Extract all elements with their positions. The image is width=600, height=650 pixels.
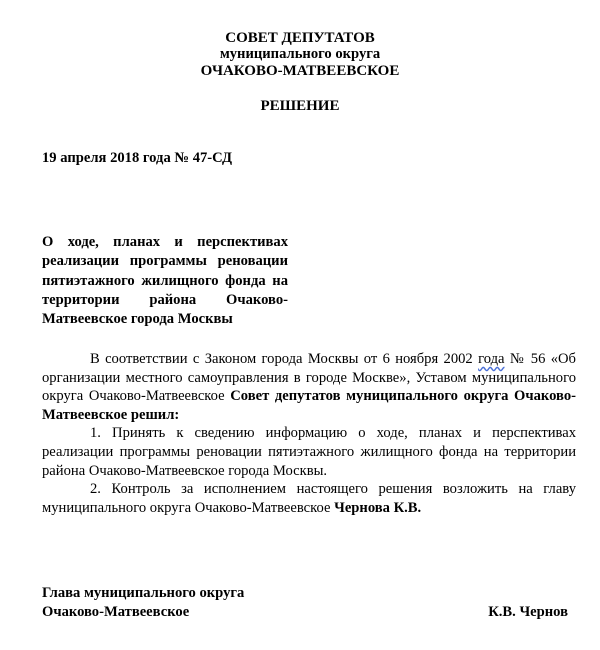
preamble-year-word: года	[478, 351, 505, 367]
document-type-title: РЕШЕНИЕ	[260, 98, 340, 114]
decision-item-2-text: 2. Контроль за исполнением настоящего решения возложить на главу муниципального округа Очаково-Матвеевское	[42, 481, 576, 516]
signature-title-line1: Глава муниципального округа	[42, 585, 245, 601]
preamble-resolution: Совет депутатов муниципального округа Очаково-Матвеевское решил:	[42, 388, 576, 423]
preamble-text-a: В соответствии с Законом города Москвы от 6 ноября 2002	[90, 351, 479, 367]
council-title: СОВЕТ ДЕПУТАТОВ	[225, 30, 375, 46]
signature-title-line2: Очаково-Матвеевское	[42, 604, 190, 620]
signature-row	[42, 603, 572, 622]
council-subtitle: муниципального округа	[219, 46, 381, 62]
preamble-paragraph	[42, 350, 576, 424]
decision-body	[42, 350, 576, 517]
signature-block	[42, 584, 572, 622]
preamble-text-b: № 56 «Об организации местного самоуправления в городе Москве», Уставом муниципального округа Очаково-Матвеевское	[42, 351, 576, 405]
signatory-name: К.В. Чернов	[488, 604, 568, 620]
decision-item-1: 1. Принять к сведению информацию о ходе, планах и перспективах реализации программы реновации пятиэтажного жилищного фонда на территории района Очаково-Матвеевское города Москвы.	[42, 425, 576, 479]
date-and-number: 19 апреля 2018 года № 47-СД	[42, 150, 233, 166]
decision-item-2	[42, 480, 576, 517]
decision-item-2-name: Чернова К.В.	[334, 499, 422, 516]
decision-subject: О ходе, планах и перспективах реализации программы реновации пятиэтажного жилищного фонда на территории района Очаково-Матвеевское города Москвы	[42, 234, 288, 328]
district-name: ОЧАКОВО-МАТВЕЕВСКОЕ	[200, 63, 400, 79]
